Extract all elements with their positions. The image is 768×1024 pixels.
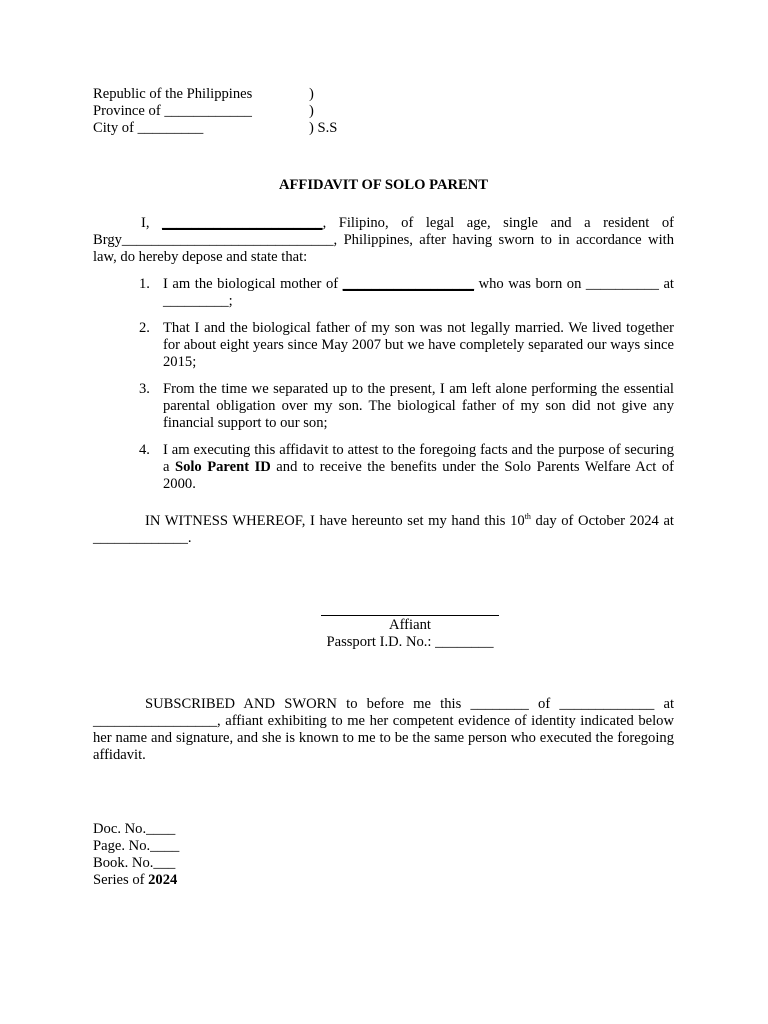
- venue-line-republic: [93, 86, 674, 103]
- item-text: From the time we separated up to the present, I am left alone performing the essential parental obligation over my son. The biological father of my son did not give any financial support to our son;: [163, 381, 674, 431]
- book-number: Book. No.___: [93, 855, 176, 871]
- jurat-paragraph: SUBSCRIBED AND SWORN to before me this ________ of _____________ at _________________, affiant exhibiting to me her competent evidence of identity indicated below her name and signature, and she is known to me to be the same person who executed the foregoing affidavit.: [93, 696, 674, 763]
- list-item: [93, 320, 674, 371]
- series-line: [93, 872, 674, 889]
- witness-text: day of October 2024 at _____________.: [93, 513, 674, 546]
- signature-line: [321, 599, 499, 616]
- doc-number: Doc. No.____: [93, 821, 176, 837]
- item-text: I am executing this affidavit to attest to the foregoing facts and the purpose of securing a: [163, 442, 674, 475]
- affiant-label: Affiant: [389, 617, 431, 633]
- document-title: AFFIDAVIT OF SOLO PARENT: [278, 177, 489, 193]
- venue-province-text: Province of ____________: [93, 103, 252, 119]
- item-text: and to receive the benefits under the Solo Parents Welfare Act of 2000.: [163, 459, 674, 492]
- item-number: 4.: [139, 442, 150, 458]
- list-item: [93, 381, 674, 432]
- child-name-blank: __________________: [342, 276, 475, 292]
- item-number: 1.: [139, 276, 150, 292]
- venue-line-province: [93, 103, 674, 120]
- series-year: 2024: [148, 872, 178, 888]
- venue-line-city: [93, 120, 674, 137]
- witness-text: IN WITNESS WHEREOF, I have hereunto set my hand this 10: [145, 513, 525, 529]
- venue-block: [93, 86, 674, 137]
- intro-prefix: I,: [141, 215, 163, 231]
- affidavit-document: [93, 86, 674, 889]
- venue-city-text: City of _________: [93, 120, 204, 136]
- solo-parent-id-emphasis: Solo Parent ID: [174, 459, 271, 475]
- item-text: who was born on __________ at _________;: [163, 276, 674, 309]
- intro-text: , Filipino, of legal age, single and a resident of Brgy_____________________________, Philippines, after having sworn to in accordance with law, do hereby depose and state that:: [93, 215, 674, 265]
- affiant-name-blank: ______________________: [162, 215, 323, 231]
- venue-bracket: ): [309, 103, 314, 119]
- signature-block: [321, 599, 499, 651]
- page-number: Page. No.____: [93, 838, 180, 854]
- statement-list: [93, 276, 674, 493]
- ordinal-suffix: th: [524, 512, 531, 522]
- witness-paragraph: [93, 513, 674, 547]
- venue-bracket: ): [309, 86, 314, 102]
- intro-paragraph: [93, 215, 674, 266]
- list-item: [93, 442, 674, 493]
- series-prefix: Series of: [93, 872, 149, 888]
- list-item: [93, 276, 674, 310]
- item-text: I am the biological mother of: [163, 276, 343, 292]
- venue-republic-text: Republic of the Philippines: [93, 86, 253, 102]
- notarial-register-block: [93, 821, 674, 889]
- item-text: That I and the biological father of my son was not legally married. We lived together for about eight years since May 2007 but we have completely separated our ways since 2015;: [163, 320, 674, 370]
- item-number: 3.: [139, 381, 150, 397]
- item-number: 2.: [139, 320, 150, 336]
- venue-ss: ) S.S: [309, 120, 338, 136]
- passport-id-line: Passport I.D. No.: ________: [326, 634, 494, 650]
